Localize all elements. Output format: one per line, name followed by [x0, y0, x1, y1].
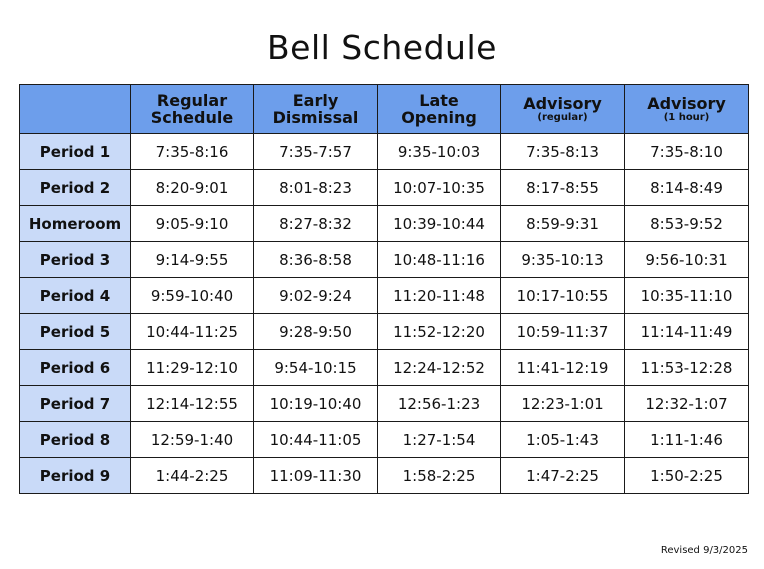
time-cell: 10:44-11:25: [131, 314, 254, 350]
time-cell: 1:44-2:25: [131, 458, 254, 494]
table-row: [20, 278, 749, 314]
table-row: [20, 386, 749, 422]
time-cell: 10:07-10:35: [378, 170, 501, 206]
header-advisory-regular: [501, 85, 625, 134]
time-cell: 8:27-8:32: [254, 206, 378, 242]
time-cell: 12:23-1:01: [501, 386, 625, 422]
table-header: [20, 85, 749, 134]
period-label: Period 5: [20, 314, 131, 350]
time-cell: 11:29-12:10: [131, 350, 254, 386]
time-cell: 9:59-10:40: [131, 278, 254, 314]
header-line2: Opening: [401, 108, 477, 127]
page-title: Bell Schedule: [267, 28, 497, 67]
time-cell: 9:54-10:15: [254, 350, 378, 386]
period-label: Period 4: [20, 278, 131, 314]
time-cell: 11:41-12:19: [501, 350, 625, 386]
period-label: Period 6: [20, 350, 131, 386]
period-label: Period 3: [20, 242, 131, 278]
table-row: [20, 314, 749, 350]
time-cell: 8:59-9:31: [501, 206, 625, 242]
period-label: Period 1: [20, 134, 131, 170]
time-cell: 11:14-11:49: [625, 314, 749, 350]
time-cell: 12:32-1:07: [625, 386, 749, 422]
time-cell: 9:05-9:10: [131, 206, 254, 242]
bell-schedule-table: [19, 84, 749, 494]
time-cell: 1:50-2:25: [625, 458, 749, 494]
header-line1: Advisory: [647, 94, 726, 113]
table-row: [20, 206, 749, 242]
time-cell: 12:14-12:55: [131, 386, 254, 422]
time-cell: 8:20-9:01: [131, 170, 254, 206]
header-early-dismissal: [254, 85, 378, 134]
time-cell: 11:52-12:20: [378, 314, 501, 350]
time-cell: 10:17-10:55: [501, 278, 625, 314]
time-cell: 9:56-10:31: [625, 242, 749, 278]
header-line1: Late: [419, 91, 459, 110]
time-cell: 1:05-1:43: [501, 422, 625, 458]
time-cell: 12:59-1:40: [131, 422, 254, 458]
header-line1: Regular: [156, 91, 228, 110]
table-row: [20, 422, 749, 458]
time-cell: 1:11-1:46: [625, 422, 749, 458]
time-cell: 10:44-11:05: [254, 422, 378, 458]
header-subtitle: (1 hour): [663, 112, 710, 123]
header-line2: Dismissal: [272, 108, 359, 127]
table-row: [20, 134, 749, 170]
time-cell: 8:17-8:55: [501, 170, 625, 206]
header-line2: Schedule: [150, 108, 234, 127]
time-cell: 7:35-8:13: [501, 134, 625, 170]
table-row: [20, 170, 749, 206]
header-advisory-1-hour: [625, 85, 749, 134]
time-cell: 8:36-8:58: [254, 242, 378, 278]
time-cell: 12:56-1:23: [378, 386, 501, 422]
time-cell: 1:58-2:25: [378, 458, 501, 494]
time-cell: 8:01-8:23: [254, 170, 378, 206]
header-row: [20, 85, 749, 134]
revised-date: Revised 9/3/2025: [660, 545, 748, 556]
period-label: Period 9: [20, 458, 131, 494]
time-cell: 8:14-8:49: [625, 170, 749, 206]
time-cell: 12:24-12:52: [378, 350, 501, 386]
time-cell: 10:35-11:10: [625, 278, 749, 314]
header-corner-cell: [20, 85, 131, 134]
table-row: [20, 242, 749, 278]
time-cell: 11:53-12:28: [625, 350, 749, 386]
time-cell: 10:59-11:37: [501, 314, 625, 350]
time-cell: 7:35-8:10: [625, 134, 749, 170]
time-cell: 9:35-10:13: [501, 242, 625, 278]
time-cell: 10:19-10:40: [254, 386, 378, 422]
time-cell: 9:28-9:50: [254, 314, 378, 350]
period-label: Homeroom: [20, 206, 131, 242]
time-cell: 9:35-10:03: [378, 134, 501, 170]
table-row: [20, 458, 749, 494]
time-cell: 9:02-9:24: [254, 278, 378, 314]
period-label: Period 2: [20, 170, 131, 206]
header-regular-schedule: [131, 85, 254, 134]
period-label: Period 7: [20, 386, 131, 422]
time-cell: 11:20-11:48: [378, 278, 501, 314]
time-cell: 1:27-1:54: [378, 422, 501, 458]
header-subtitle: (regular): [537, 112, 588, 123]
header-line1: Advisory: [523, 94, 602, 113]
time-cell: 7:35-7:57: [254, 134, 378, 170]
time-cell: 10:48-11:16: [378, 242, 501, 278]
period-label: Period 8: [20, 422, 131, 458]
header-late-opening: [378, 85, 501, 134]
time-cell: 1:47-2:25: [501, 458, 625, 494]
time-cell: 7:35-8:16: [131, 134, 254, 170]
time-cell: 10:39-10:44: [378, 206, 501, 242]
table-row: [20, 350, 749, 386]
table-body: [20, 134, 749, 494]
header-line1: Early: [292, 91, 339, 110]
time-cell: 9:14-9:55: [131, 242, 254, 278]
time-cell: 11:09-11:30: [254, 458, 378, 494]
time-cell: 8:53-9:52: [625, 206, 749, 242]
